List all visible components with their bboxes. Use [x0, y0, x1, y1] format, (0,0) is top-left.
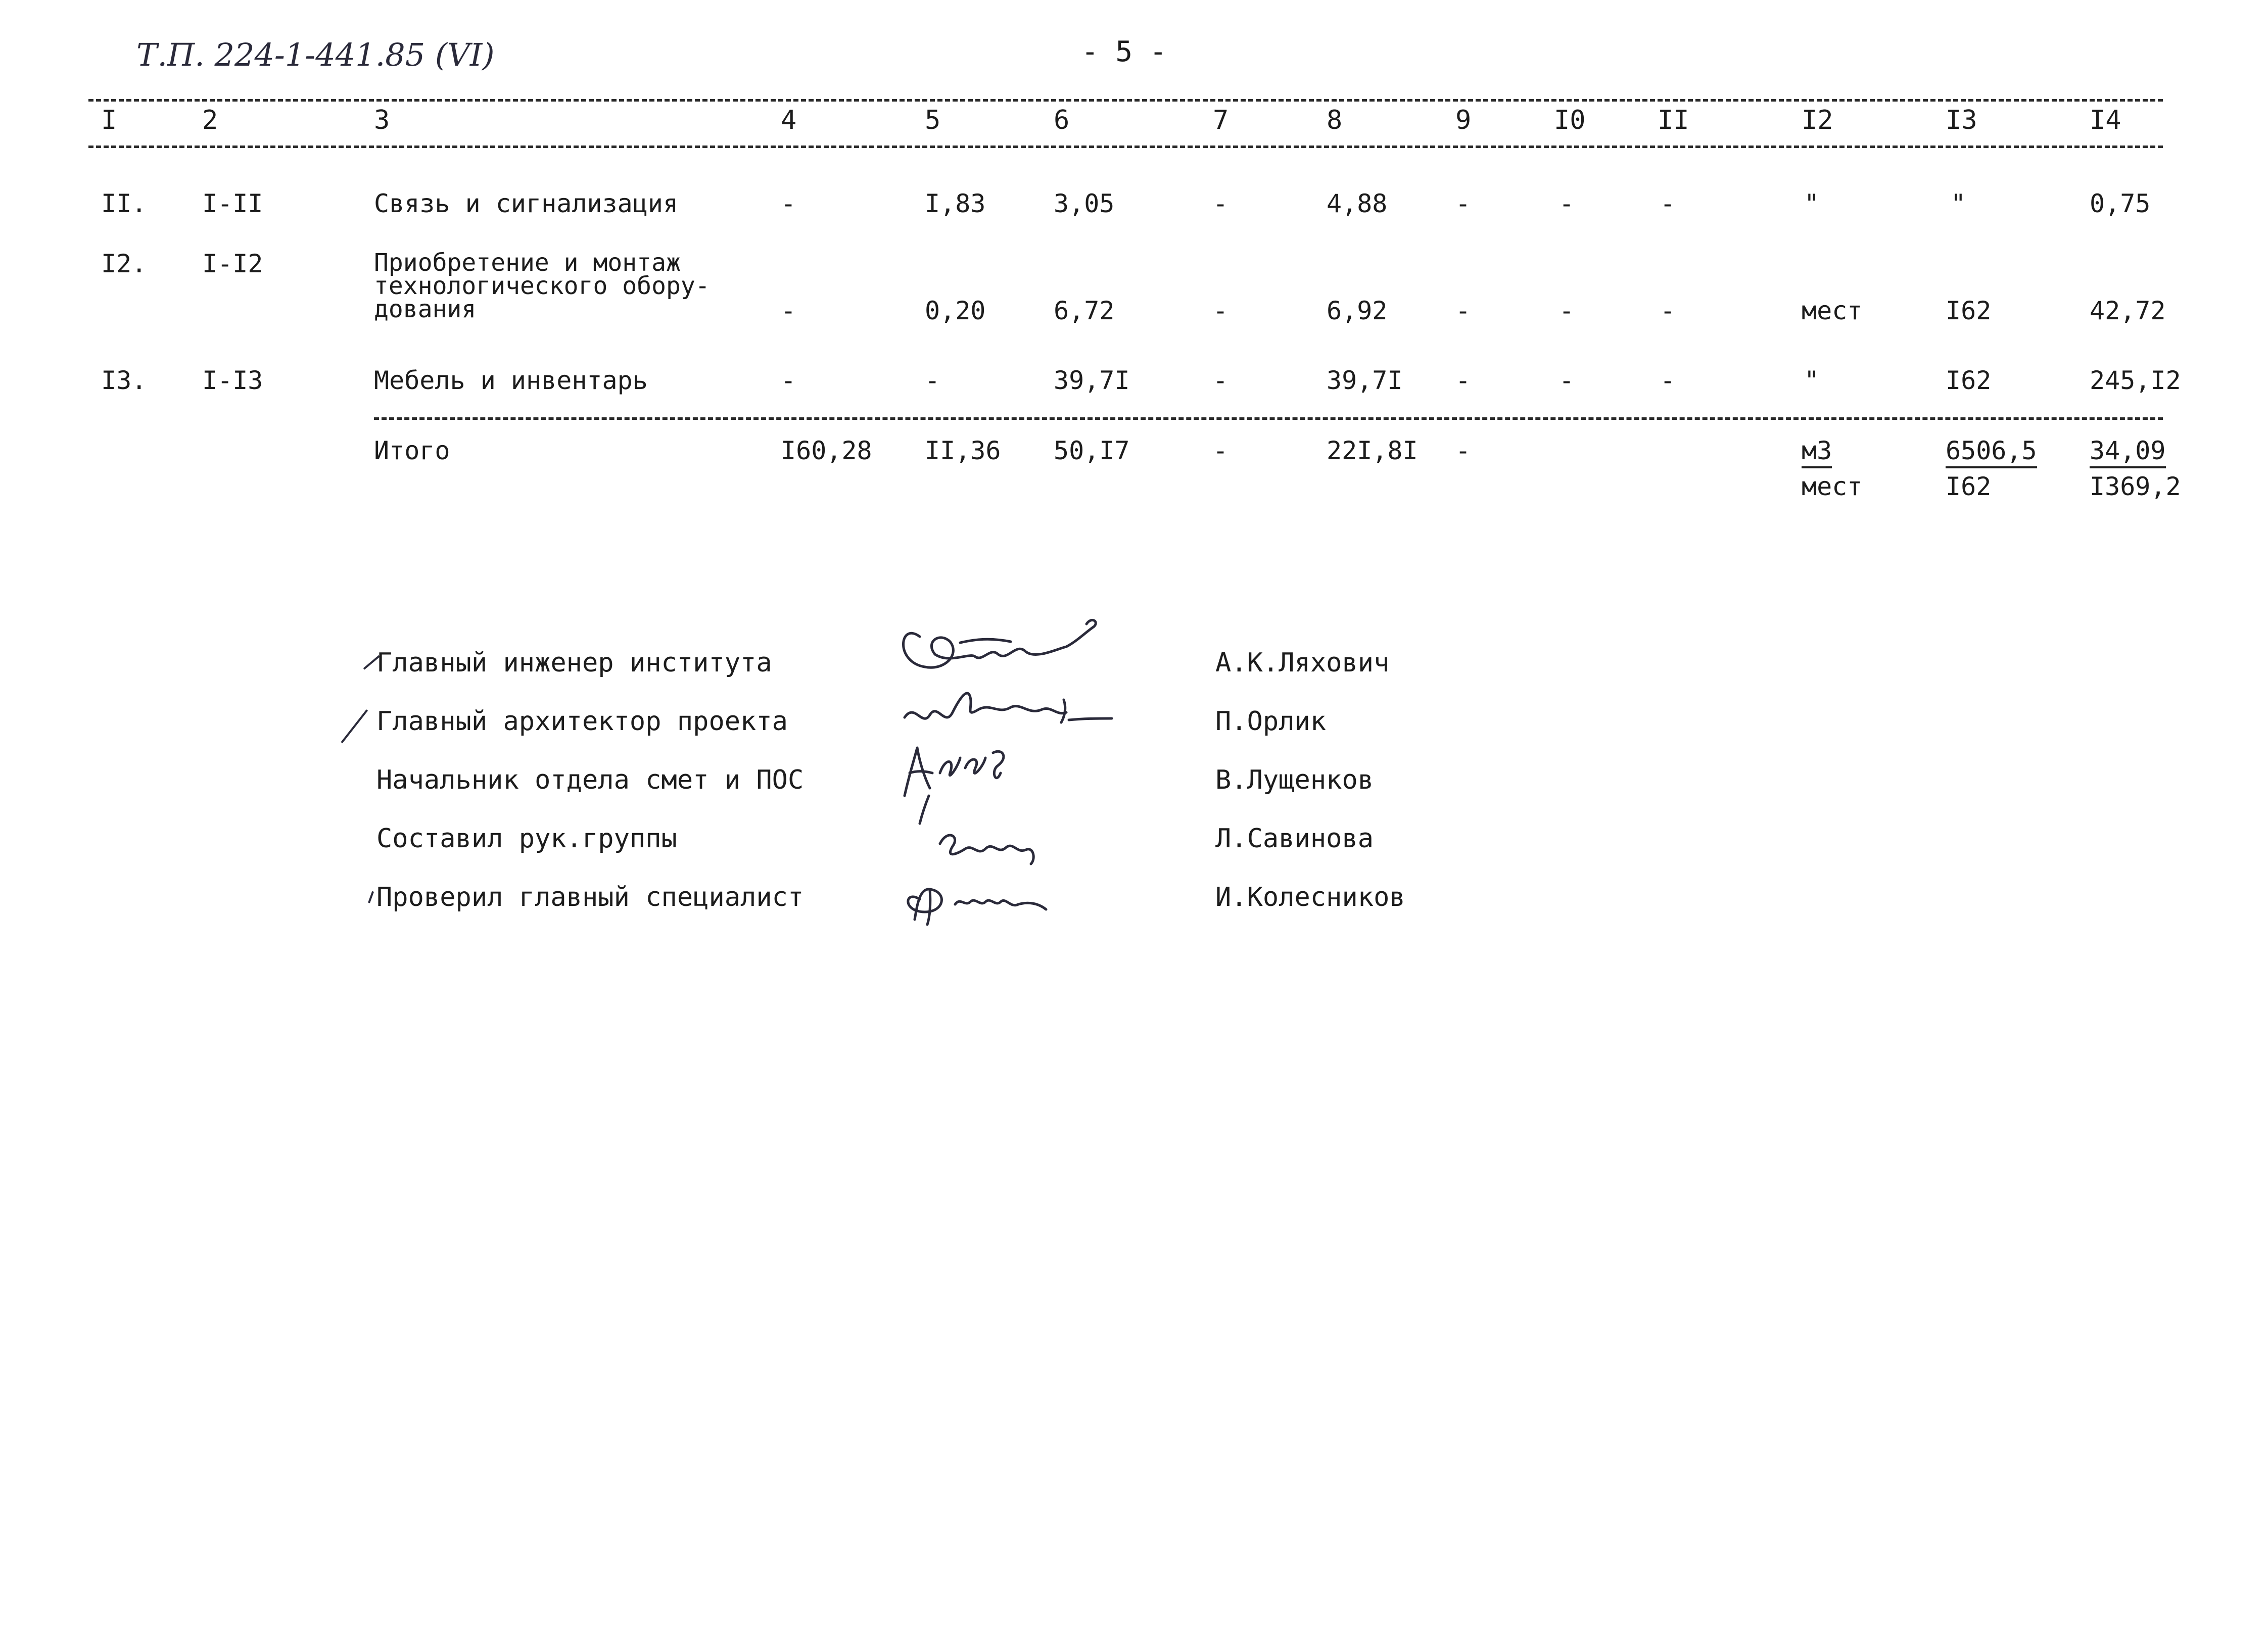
- row-name: Мебель и инвентарь: [374, 366, 648, 395]
- cell-col12: ": [1804, 366, 1820, 395]
- totals-label: Итого: [374, 436, 450, 465]
- cell-col13: ": [1951, 189, 1966, 218]
- cell-col11: -: [1660, 366, 1676, 395]
- cell-col6: 3,05: [1054, 189, 1115, 218]
- cell-col8: 4,88: [1327, 189, 1388, 218]
- totals-col4: I60,28: [781, 436, 872, 465]
- col-header: I4: [2090, 105, 2121, 135]
- cell-col10: -: [1559, 189, 1575, 218]
- cell-col9: -: [1455, 296, 1471, 325]
- signature-role: Главный инженер института: [376, 648, 772, 678]
- cell-col11: -: [1660, 189, 1676, 218]
- col-header: I2: [1802, 105, 1833, 135]
- cell-col5: -: [925, 366, 940, 395]
- cell-col8: 39,7I: [1327, 366, 1403, 395]
- cell-col5: I,83: [925, 189, 986, 218]
- cell-col9: -: [1455, 189, 1471, 218]
- col-header: 4: [781, 105, 797, 135]
- totals-col9: -: [1455, 436, 1471, 465]
- check-mark: [341, 709, 368, 743]
- cell-col14: 0,75: [2090, 189, 2151, 218]
- col-header: I0: [1554, 105, 1586, 135]
- signature-name: Л.Савинова: [1215, 824, 1374, 854]
- totals-col14-bottom: I369,2: [2090, 472, 2181, 501]
- col-header: 2: [202, 105, 218, 135]
- cell-col6: 39,7I: [1054, 366, 1130, 395]
- totals-rule: [374, 417, 2163, 420]
- totals-col12-top-text: м3: [1802, 436, 1832, 468]
- cell-col9: -: [1455, 366, 1471, 395]
- row-name-line: дования: [374, 295, 477, 323]
- row-code: I-I3: [202, 366, 263, 395]
- cell-col6: 6,72: [1054, 296, 1115, 325]
- row-number: II.: [101, 189, 147, 218]
- row-number: I2.: [101, 249, 147, 278]
- totals-col13-bottom: I62: [1946, 472, 1992, 501]
- totals-col8: 22I,8I: [1327, 436, 1418, 465]
- totals-col14-top: [2090, 438, 2166, 463]
- row-name-line: технологического обору-: [374, 272, 710, 300]
- cell-col14: 245,I2: [2090, 366, 2181, 395]
- doc-reference: Т.П. 224-1-441.85 (VI): [136, 36, 495, 73]
- signature-role: Проверил главный специалист: [376, 882, 804, 912]
- totals-col5: II,36: [925, 436, 1001, 465]
- signature-name: А.К.Ляхович: [1215, 648, 1390, 678]
- cell-col10: -: [1559, 366, 1575, 395]
- signature-role: Начальник отдела смет и ПОС: [376, 765, 804, 795]
- cell-col13: I62: [1946, 366, 1992, 395]
- col-header: 5: [925, 105, 941, 135]
- cell-col13: I62: [1946, 296, 1992, 325]
- col-header: 3: [374, 105, 390, 135]
- signature-name: П.Орлик: [1215, 706, 1327, 737]
- cell-col4: -: [781, 189, 796, 218]
- col-header: II: [1658, 105, 1689, 135]
- row-number: I3.: [101, 366, 147, 395]
- col-header: 9: [1455, 105, 1472, 135]
- page-number: - 5 -: [1081, 35, 1167, 68]
- signature-role: Главный архитектор проекта: [376, 706, 788, 737]
- cell-col12: мест: [1802, 296, 1863, 325]
- cell-col14: 42,72: [2090, 296, 2166, 325]
- cell-col11: -: [1660, 296, 1676, 325]
- totals-col13-top-text: 6506,5: [1946, 436, 2037, 468]
- totals-col13-top: [1946, 438, 2037, 463]
- header-bottom-rule: [88, 146, 2163, 148]
- row-code: I-I2: [202, 249, 263, 278]
- totals-col12-bottom: мест: [1802, 472, 1863, 501]
- row-name: [374, 251, 710, 321]
- signature-image: [889, 606, 1203, 935]
- cell-col4: -: [781, 366, 796, 395]
- col-header: 8: [1327, 105, 1343, 135]
- signature-name: В.Лущенков: [1215, 765, 1374, 795]
- signature-role: Составил рук.группы: [376, 824, 677, 854]
- cell-col4: -: [781, 296, 796, 325]
- cell-col7: -: [1213, 296, 1228, 325]
- col-header: 6: [1054, 105, 1070, 135]
- check-mark: [368, 891, 374, 903]
- cell-col5: 0,20: [925, 296, 986, 325]
- cell-col10: -: [1559, 296, 1575, 325]
- col-header: I3: [1946, 105, 1977, 135]
- cell-col7: -: [1213, 189, 1228, 218]
- cell-col12: ": [1804, 189, 1820, 218]
- col-header: I: [101, 105, 117, 135]
- cell-col7: -: [1213, 366, 1228, 395]
- cell-col8: 6,92: [1327, 296, 1388, 325]
- row-name: Связь и сигнализация: [374, 189, 679, 218]
- row-name-line: Приобретение и монтаж: [374, 249, 681, 277]
- col-header: 7: [1213, 105, 1229, 135]
- header-top-rule: [88, 99, 2163, 102]
- row-code: I-II: [202, 189, 263, 218]
- signature-name: И.Колесников: [1215, 882, 1405, 912]
- totals-col7: -: [1213, 436, 1228, 465]
- totals-col12-top: [1802, 438, 1832, 463]
- totals-col6: 50,I7: [1054, 436, 1130, 465]
- totals-col14-top-text: 34,09: [2090, 436, 2166, 468]
